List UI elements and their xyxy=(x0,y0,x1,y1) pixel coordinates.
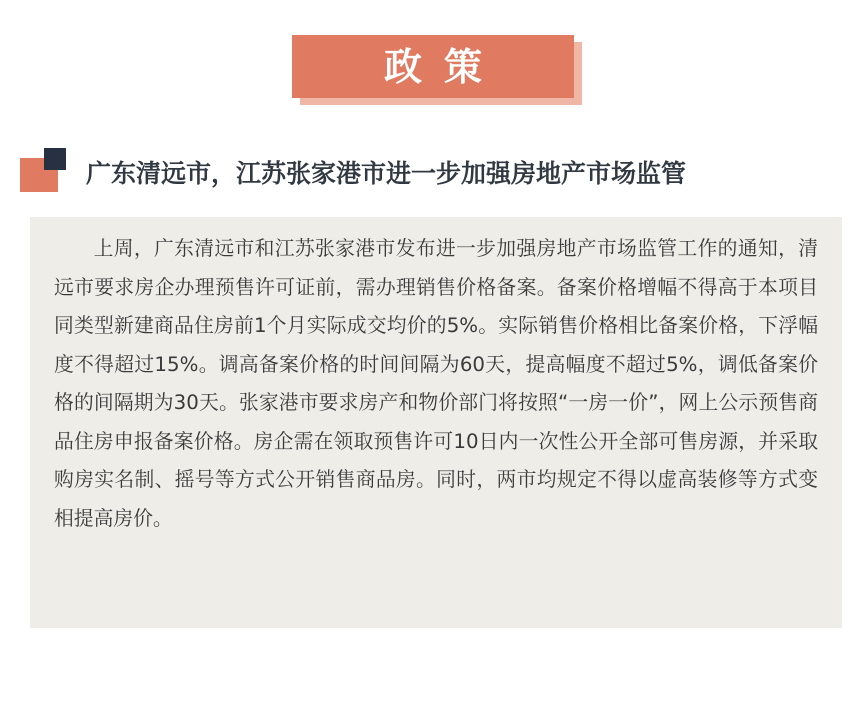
section-heading: 广东清远市，江苏张家港市进一步加强房地产市场监管 xyxy=(86,159,687,188)
title-banner xyxy=(292,35,574,98)
body-text-panel xyxy=(30,217,842,628)
body-paragraph: 上周，广东清远市和江苏张家港市发布进一步加强房地产市场监管工作的通知，清远市要求房企办理预售许可证前，需办理销售价格备案。备案价格增幅不得高于本项目同类型新建商品住房前1个月实际成交均价的5%。实际销售价格相比备案价格，下浮幅度不得超过15%。调高备案价格的时间间隔为60天，提高幅度不超过5%，调低备案价格的间隔期为30天。张家港市要求房产和物价部门将按照“一房一价”，网上公示预售商品住房申报备案价格。房企需在领取预售许可10日内一次性公开全部可售房源，并采取购房实名制、摇号等方式公开销售商品房。同时，两市均规定不得以虚高装修等方式变相提高房价。 xyxy=(54,237,818,530)
heading-marker-navy xyxy=(44,148,66,170)
banner-title: 政策 xyxy=(383,44,504,89)
